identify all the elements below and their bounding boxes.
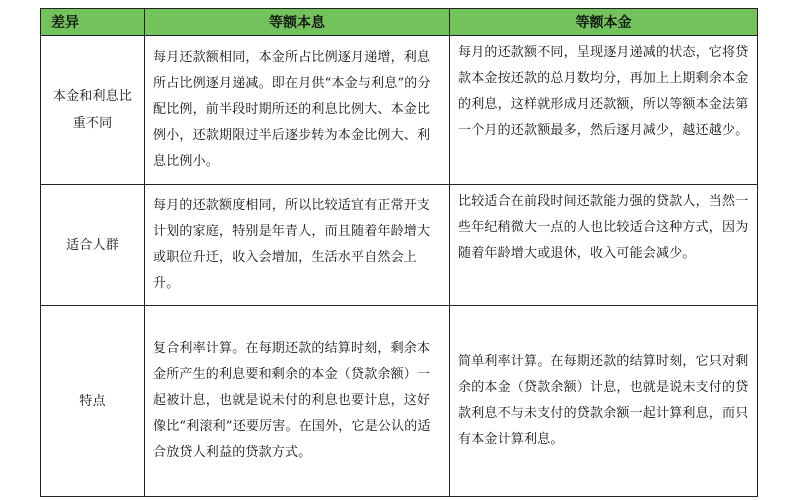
header-equal-installment: 等额本息 (145, 9, 450, 36)
cell-equal-principal: 简单利率计算。在每期还款的结算时刻，它只对剩余的本金（贷款余额）计息，也就是说未支付的贷款利息不与未支付的贷款余额一起计算利息，而只有本金计算利息。 (450, 306, 758, 497)
cell-equal-installment: 每月的还款额度相同，所以比较适宜有正常开支计划的家庭，特别是年青人，而且随着年龄增大或职位升迁，收入会增加，生活水平自然会上升。 (145, 185, 450, 306)
comparison-table (40, 8, 758, 497)
header-row (41, 9, 758, 36)
table-row (41, 185, 758, 306)
row-label: 特点 (41, 306, 145, 497)
table-row (41, 36, 758, 185)
header-difference: 差异 (41, 9, 145, 36)
row-label: 适合人群 (41, 185, 145, 306)
cell-equal-installment: 每月还款额相同，本金所占比例逐月递增，利息所占比例逐月递减。即在月供“本金与利息”的分配比例，前半段时期所还的利息比例大、本金比例小，还款期限过半后逐步转为本金比例大、利息比例小。 (145, 36, 450, 185)
cell-equal-principal: 每月的还款额不同，呈现逐月递减的状态，它将贷款本金按还款的总月数均分，再加上上期剩余本金的利息，这样就形成月还款额，所以等额本金法第一个月的还款额最多，然后逐月减少，越还越少。 (450, 36, 758, 185)
cell-equal-principal: 比较适合在前段时间还款能力强的贷款人，当然一些年纪稍微大一点的人也比较适合这种方式，因为随着年龄增大或退休，收入可能会减少。 (450, 185, 758, 306)
header-equal-principal: 等额本金 (450, 9, 758, 36)
cell-equal-installment: 复合利率计算。在每期还款的结算时刻，剩余本金所产生的利息要和剩余的本金（贷款余额）一起被计息，也就是说未付的利息也要计息，这好像比“利滚利”还要厉害。在国外，它是公认的适合放贷人利益的贷款方式。 (145, 306, 450, 497)
row-label: 本金和利息比重不同 (41, 36, 145, 185)
table-row (41, 306, 758, 497)
